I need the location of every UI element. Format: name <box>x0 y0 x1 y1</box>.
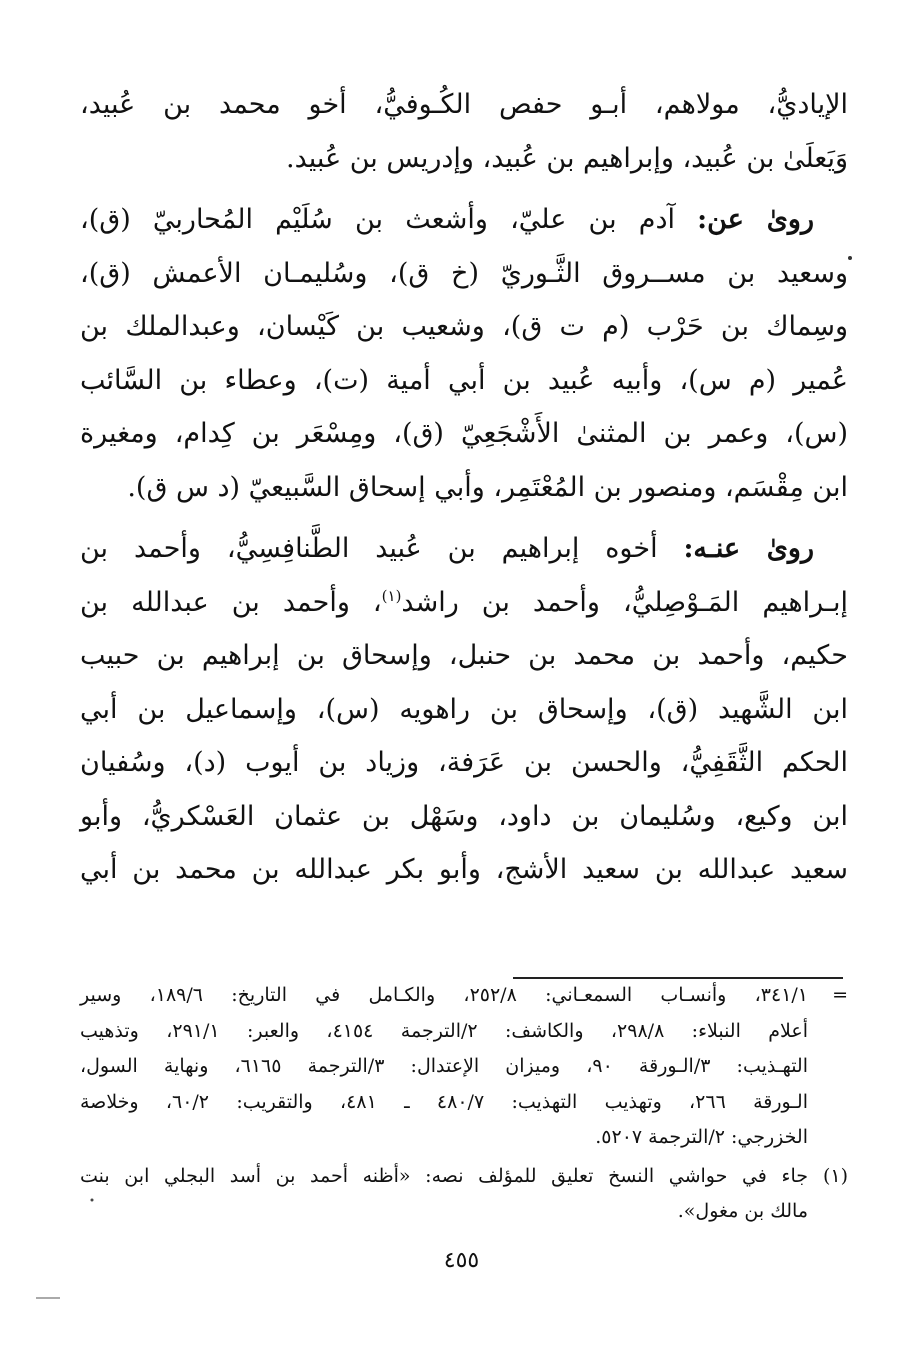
footnote-1-mark: (١) <box>822 1164 848 1187</box>
footnote-line: الخزرجي: ٢/الترجمة ٥٢٠٧. <box>595 1126 808 1148</box>
footnote-1 <box>80 1159 848 1230</box>
footnote-line: جاء في حواشي النسخ تعليق للمؤلف نصه: «أظنه أحمد بن أسد البجلي ابن بنت <box>80 1164 808 1187</box>
footnote-line: الـورقة ٢٦٦، وتهذيب التهذيب: ٤٨٠/٧ ـ ٤٨١، والتقريب: ٦٠/٢، وخلاصة <box>80 1090 808 1113</box>
rawa-anhu-first-line: روىٰ عنـه: أخوه إبراهيم بن عُبيد الطَّنافِسِيُّ، وأحمد بن <box>80 533 814 564</box>
main-text <box>80 78 848 897</box>
footnote-ref[interactable]: (١) <box>381 586 402 605</box>
text-line: الحكم الثَّقَفِيُّ، والحسن بن عَرَفة، وزياد بن أيوب (د)، وسُفيان <box>80 747 848 778</box>
text-line: ابن الشَّهيد (ق)، وإسحاق بن راهويه (س)، وإسماعيل بن أبي <box>80 693 848 725</box>
rawa-an-label: روىٰ عن: <box>697 204 814 235</box>
text-line: وسعيد بن مســروق الثَّـوريّ (خ ق)، وسُليمـان الأعمش (ق)، <box>80 257 848 289</box>
text-line: ابن وكيع، وسُليمان بن داود، وسَهْل بن عثمان العَسْكريُّ، وأبو <box>80 800 848 832</box>
footnote-line: أعلام النبلاء: ٢٩٨/٨، والكاشف: ٢/الترجمة ٤١٥٤، والعبر: ٢٩١/١، وتذهيب <box>80 1019 808 1042</box>
footnote-continuation <box>80 978 848 1156</box>
text-line: وسِماك بن حَرْب (م ت ق)، وشعيب بن كَيْسان، وعبدالملك بن <box>80 311 848 342</box>
text-line: إبـراهيم المَـوْصِليُّ، وأحمد بن راشد$^{(١)}$، وأحمد بن عبدالله بن <box>80 586 848 618</box>
footnote-line: مالك بن مغول». <box>677 1200 808 1222</box>
page-number: ٤٥٥ <box>443 1248 480 1273</box>
footnotes <box>80 978 848 1230</box>
text-line: عُمير (م س)، وأبيه عُبيد بن أبي أمية (ت)، وعطاء بن السَّائب <box>80 364 848 396</box>
footnote-line: التهـذيب: ٣/الـورقة ٩٠، وميزان الإعتدال: ٣/الترجمة ٦١٦٥، ونهاية السول، <box>80 1055 809 1077</box>
rawa-anhu-label: روىٰ عنـه: <box>683 533 814 564</box>
text-line: (س)، وعمر بن المثنىٰ الأَشْجَعِيّ (ق)، ومِسْعَر بن كِدام، ومغيرة <box>80 418 848 449</box>
text-line: الإياديُّ، مولاهم، أبـو حفص الكُـوفيُّ، أخو محمد بن عُبيد، <box>80 89 848 120</box>
footnote-line: ٣٤١/١، وأنسـاب السمعـاني: ٢٥٢/٨، والكـامل في التاريخ: ١٨٩/٦، وسير <box>80 984 809 1006</box>
text-line: ابن مِقْسَم، ومنصور بن المُعْتَمِر، وأبي إسحاق السَّبيعيّ (د س ق). <box>127 471 848 503</box>
text-line: وَيَعلَىٰ بن عُبيد، وإبراهيم بن عُبيد، وإدريس بن عُبيد. <box>286 142 848 174</box>
text-line: حكيم، وأحمد بن محمد بن حنبل، وإسحاق بن إبراهيم بن حبيب <box>80 640 848 671</box>
text-line: سعيد عبدالله بن سعيد الأشج، وأبو بكر عبدالله بن محمد بن أبي <box>80 854 848 885</box>
continuation-mark: = <box>832 984 848 1006</box>
rawa-an-first-line: روىٰ عن: آدم بن عليّ، وأشعث بن سُلَيْم المُحاربيّ (ق)، <box>80 204 814 235</box>
